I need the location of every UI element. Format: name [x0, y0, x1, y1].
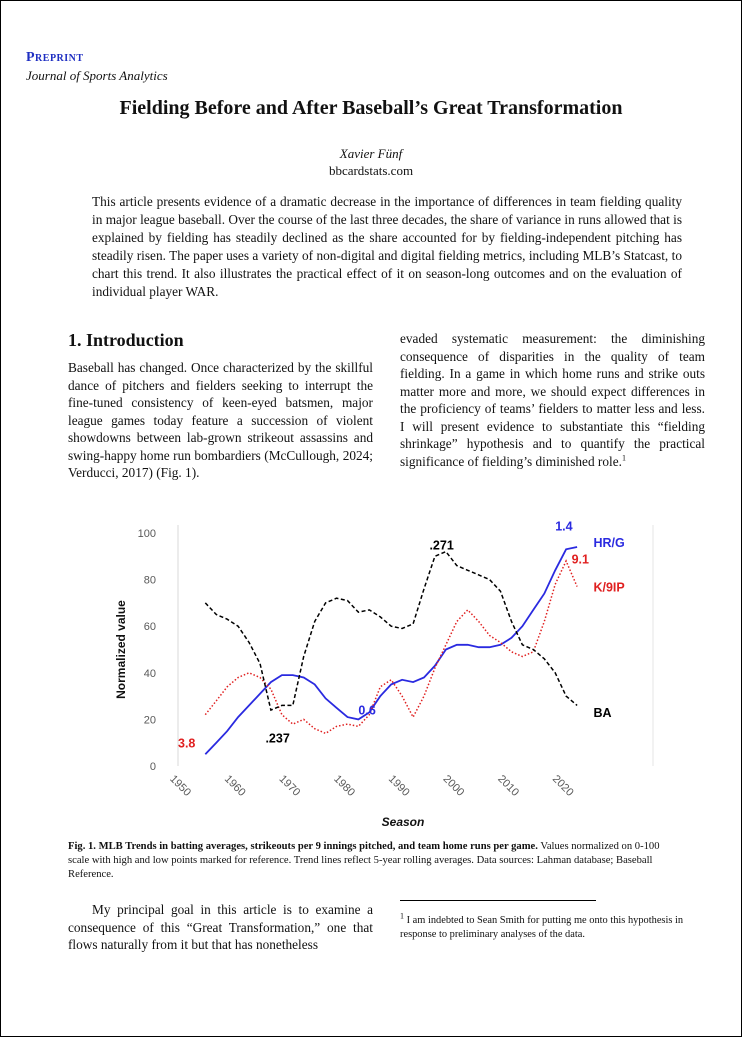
chart-annotation: K/9IP [593, 580, 625, 595]
x-tick-label: 1970 [276, 772, 303, 799]
caption-bold: Fig. 1. MLB Trends in batting averages, strikeouts per 9 innings pitched, and team home runs per game. [68, 841, 538, 852]
chart-annotations [178, 520, 625, 751]
chart-annotation: HR/G [593, 535, 625, 550]
footnote [400, 911, 705, 942]
chart-annotation: BA [593, 706, 612, 721]
intro-right-text: evaded systematic measurement: the diminishing consequence of disparities in the quality of team fielding. In a game in which home runs and strike outs matter more and more, we should expect differences in the proficiency of teams’ fielders to matter less and less. I will present evidence to substantiate this “fielding shrinkage” hypothesis and to quantify the practical significance of fielding’s diminished role. [400, 331, 705, 469]
author-name: Xavier Fünf [339, 146, 403, 161]
chart-axes [114, 525, 653, 829]
intro-column-left: Baseball has changed. Once characterized by the skillful dance of pitchers and fielders seeking to interrupt the fine-tuned consistency of keen-eyed batsmen, major league games today feature a succession of violent showdowns between lab-grown strikeout assassins and swing-happy home run bombardiers (McCullough, 2024; Verducci, 2017) (Fig. 1). [68, 360, 373, 480]
footnote-mark: 1 [621, 453, 626, 463]
series-line-hr-g [205, 547, 577, 754]
intro-column-right [400, 330, 705, 470]
chart-annotation: 9.1 [571, 552, 589, 567]
x-tick-label: 2020 [549, 772, 576, 799]
preprint-label: Preprint [26, 50, 84, 65]
x-tick-label: 1960 [221, 772, 248, 799]
footnote-text: I am indebted to Sean Smith for putting me onto this hypothesis in response to preliminary analyses of the data. [400, 915, 684, 940]
y-tick-label: 0 [149, 761, 156, 773]
chart-annotation: .237 [265, 731, 290, 746]
x-tick-label: 1980 [331, 772, 358, 799]
y-tick-label: 20 [143, 714, 156, 727]
journal-name: Journal of Sports Analytics [26, 68, 168, 83]
chart-annotation: 0.6 [358, 703, 376, 718]
series-line-k-9ip [205, 561, 577, 733]
x-tick-label: 1990 [385, 772, 412, 799]
x-axis-label: Season [381, 815, 425, 829]
paper-title: Fielding Before and After Baseball’s Great Transformation [119, 97, 623, 119]
trend-chart [68, 508, 678, 838]
footnote-rule [400, 900, 596, 901]
chart-annotation: .271 [429, 538, 454, 553]
caption-rest: Values normalized on 0-100 scale with high and low points marked for reference. Trend lines reflect 5-year rolling averages. Data sources: Lahman database; Baseball Reference. [68, 841, 660, 880]
x-tick-label: 1950 [167, 772, 194, 799]
y-tick-label: 100 [137, 528, 156, 540]
y-tick-label: 40 [143, 667, 156, 680]
x-tick-label: 2000 [440, 772, 467, 799]
series-line-ba [205, 552, 577, 711]
author-affiliation: bbcardstats.com [328, 163, 414, 178]
y-axis-label: Normalized value [114, 600, 128, 699]
chart-series [205, 547, 577, 754]
section-heading: 1. Introduction [68, 330, 184, 350]
chart-annotation: 3.8 [178, 736, 196, 751]
footnote-number: 1 [400, 911, 404, 921]
y-tick-label: 60 [143, 621, 156, 634]
figure-caption [68, 840, 672, 882]
chart-annotation: 1.4 [555, 519, 573, 534]
y-tick-label: 80 [143, 574, 156, 587]
body-paragraph: My principal goal in this article is to examine a consequence of this “Great Transformation,” one that flows naturally from it but that has nonetheless [68, 902, 373, 952]
x-tick-label: 2010 [495, 772, 522, 799]
abstract: This article presents evidence of a dramatic decrease in the importance of differences in team fielding quality in major league baseball. Over the course of the last three decades, the share of variance in runs allowed that is explained by fielding has steadily declined as the share accounted for by fielding-independent pitching has steadily risen. The paper uses a variety of non-digital and digital fielding metrics, including MLB’s Statcast, to chart this trend. It also illustrates the practical effect of it on season-long outcomes and on the evaluation of individual player WAR. [92, 194, 682, 299]
